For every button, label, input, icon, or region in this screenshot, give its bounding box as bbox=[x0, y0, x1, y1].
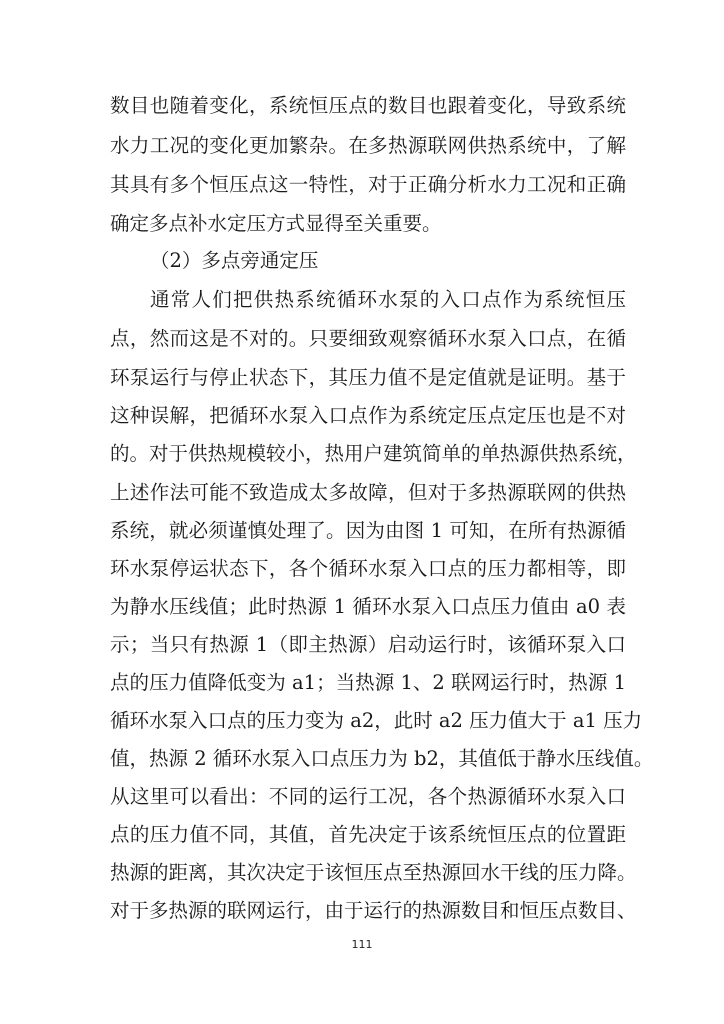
text-line: 环泵运行与停止状态下，其压力值不是定值就是证明。基于 bbox=[110, 366, 626, 389]
text-line: 热源的距离，其次决定于该恒压点至热源回水干线的压力降。 bbox=[110, 861, 637, 884]
text-line: 数目也随着变化，系统恒压点的数目也跟着变化，导致系统 bbox=[110, 94, 626, 117]
page-number: 111 bbox=[351, 938, 373, 951]
text-line: 示；当只有热源 1（即主热源）启动运行时，该循环泵入口 bbox=[110, 633, 626, 656]
text-line: 点，然而这是不对的。只要细致观察循环水泵入口点，在循 bbox=[110, 327, 626, 350]
text-line: 点的压力值不同，其值，首先决定于该系统恒压点的位置距 bbox=[110, 823, 626, 846]
section-heading: （2）多点旁通定压 bbox=[150, 249, 319, 272]
text-line: 通常人们把供热系统循环水泵的入口点作为系统恒压 bbox=[150, 288, 626, 311]
text-line: 对于多热源的联网运行，由于运行的热源数目和恒压点数目、 bbox=[110, 899, 637, 922]
text-line: 的。对于供热规模较小，热用户建筑简单的单热源供热系统， bbox=[110, 442, 637, 465]
text-line: 这种误解，把循环水泵入口点作为系统定压点定压也是不对 bbox=[110, 404, 626, 427]
text-line: 从这里可以看出：不同的运行工况，各个热源循环水泵入口 bbox=[110, 785, 626, 808]
text-line: 为静水压线值；此时热源 1 循环水泵入口点压力值由 a0 表 bbox=[110, 595, 626, 618]
text-line: 其具有多个恒压点这一特性，对于正确分析水力工况和正确 bbox=[110, 173, 626, 196]
text-line: 循环水泵入口点的压力变为 a2，此时 a2 压力值大于 a1 压力 bbox=[110, 709, 643, 732]
text-line: 系统，就必须谨慎处理了。因为由图 1 可知，在所有热源循 bbox=[110, 519, 626, 542]
text-line: 水力工况的变化更加繁杂。在多热源联网供热系统中，了解 bbox=[110, 134, 626, 157]
text-line: 环水泵停运状态下，各个循环水泵入口点的压力都相等，即 bbox=[110, 557, 626, 580]
text-line: 点的压力值降低变为 a1；当热源 1、2 联网运行时，热源 1 bbox=[110, 671, 626, 694]
text-line: 值，热源 2 循环水泵入口点压力为 b2，其值低于静水压线值。 bbox=[110, 747, 654, 770]
text-line: 上述作法可能不致造成太多故障，但对于多热源联网的供热 bbox=[110, 481, 626, 504]
text-line: 确定多点补水定压方式显得至关重要。 bbox=[110, 212, 442, 235]
